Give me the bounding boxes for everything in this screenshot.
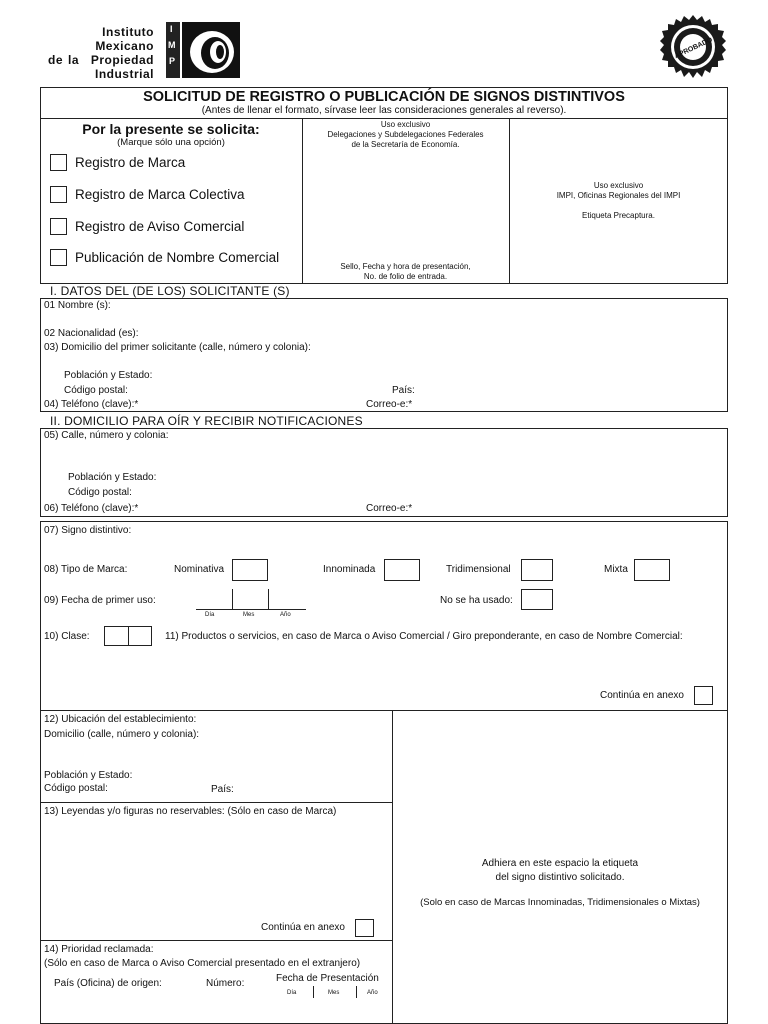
etiqueta-precaptura: Etiqueta Precaptura.	[582, 211, 655, 220]
form-subtitle: (Antes de llenar el formato, sírvase leer las consideraciones generales al reverso).	[201, 105, 567, 116]
domicilio-label: 03) Domicilio del primer solicitante (calle, número y colonia):	[44, 342, 311, 353]
prioridad-dia: Día	[287, 990, 297, 996]
etiqueta-note: (Solo en caso de Marcas Innominadas, Tridimensionales o Mixtas)	[420, 897, 700, 908]
ubicacion-label: 12) Ubicación del establecimiento:	[44, 714, 197, 725]
option-marca-colectiva-label: Registro de Marca Colectiva	[75, 187, 245, 202]
logo-line-3: Propiedad	[90, 53, 154, 67]
fecha-uso-anio: Año	[280, 612, 291, 618]
uso-exclusivo-line-3: de la Secretaría de Economía.	[351, 140, 460, 149]
option-registro-marca-checkbox[interactable]	[50, 154, 67, 171]
calle-label: 05) Calle, número y colonia:	[44, 430, 169, 441]
section-1-box	[40, 298, 728, 412]
sello-line-1: Sello, Fecha y hora de presentación,	[340, 262, 471, 271]
signo-continua-checkbox[interactable]	[694, 686, 713, 705]
ubicacion-pais-label: País:	[211, 784, 234, 795]
etiqueta-line-1: Adhiera en este espacio la etiqueta	[481, 858, 639, 869]
uso-impi-line-2: IMPI, Oficinas Regionales del IMPI	[556, 191, 681, 200]
ubicacion-cp-label: Código postal:	[44, 783, 108, 794]
option-aviso-comercial-checkbox[interactable]	[50, 218, 67, 235]
logo-line-1: Instituto	[102, 25, 154, 39]
request-heading: Por la presente se solicita:	[82, 121, 260, 137]
uso-exclusivo-delegaciones	[302, 120, 509, 150]
cp-label: Código postal:	[64, 385, 128, 396]
option-aviso-comercial-label: Registro de Aviso Comercial	[75, 219, 245, 234]
logo-line-2: Mexicano	[95, 39, 154, 53]
impi-letter-strip	[166, 22, 180, 78]
option-registro-marca-label: Registro de Marca	[75, 155, 186, 170]
prioridad-label: 14) Prioridad reclamada:	[44, 944, 154, 955]
signo-continua-label: Continúa en anexo	[600, 690, 684, 701]
option-nombre-comercial-checkbox[interactable]	[50, 249, 67, 266]
uso-exclusivo-line-2: Delegaciones y Subdelegaciones Federales	[327, 130, 484, 139]
prioridad-fecha-label: Fecha de Presentación	[276, 973, 379, 984]
no-usado-label: No se ha usado:	[440, 595, 513, 606]
clase-label: 10) Clase:	[44, 631, 90, 642]
tipo-innominada-label: Innominada	[323, 564, 376, 575]
impi-letter-p: P	[169, 56, 176, 66]
approval-seal-icon	[660, 14, 726, 80]
correo-label: Correo-e:*	[366, 399, 413, 410]
uso-impi-line-1: Uso exclusivo	[593, 181, 644, 190]
tipo-mixta-label: Mixta	[604, 564, 628, 575]
section-1-heading: I. DATOS DEL (DE LOS) SOLICITANTE (S)	[50, 284, 290, 298]
notif-telefono-label: 06) Teléfono (clave):*	[44, 503, 139, 514]
leyendas-continua-checkbox[interactable]	[355, 919, 374, 937]
pais-label: País:	[392, 385, 415, 396]
leyendas-label: 13) Leyendas y/o figuras no reservables: (Sólo en caso de Marca)	[44, 806, 337, 817]
option-nombre-comercial-label: Publicación de Nombre Comercial	[75, 250, 280, 265]
etiqueta-line-2: del signo distintivo solicitado.	[495, 872, 625, 883]
leyendas-continua-label: Continúa en anexo	[261, 922, 345, 933]
impi-swirl-icon	[182, 22, 240, 78]
notif-correo-label: Correo-e:*	[366, 503, 413, 514]
request-note: (Marque sólo una opción)	[117, 137, 225, 148]
fecha-uso-label: 09) Fecha de primer uso:	[44, 595, 156, 606]
ubicacion-domicilio-label: Domicilio (calle, número y colonia):	[44, 729, 200, 740]
tipo-nominativa-checkbox[interactable]	[232, 559, 268, 581]
logo-prefix-de: de	[48, 53, 64, 67]
prioridad-pais-label: País (Oficina) de origen:	[54, 978, 162, 989]
signo-label: 07) Signo distintivo:	[44, 525, 132, 536]
productos-label: 11) Productos o servicios, en caso de Marca o Aviso Comercial / Giro preponderante, en caso de Nombre Comercial:	[165, 631, 683, 642]
impi-letter-i: I	[170, 24, 173, 34]
tipo-tridimensional-label: Tridimensional	[446, 564, 511, 575]
nacionalidad-label: 02 Nacionalidad (es):	[44, 328, 139, 339]
tipo-nominativa-label: Nominativa	[174, 564, 225, 575]
sello-fecha-hora	[302, 262, 509, 282]
logo-prefix-la: la	[68, 53, 80, 67]
no-usado-checkbox[interactable]	[521, 589, 553, 610]
fecha-uso-dia: Día	[205, 612, 215, 618]
section-2-heading: II. DOMICILIO PARA OÍR Y RECIBIR NOTIFICACIONES	[50, 414, 363, 428]
signo-box	[40, 521, 728, 711]
sello-line-2: No. de folio de entrada.	[363, 272, 448, 281]
telefono-label: 04) Teléfono (clave):*	[44, 399, 139, 410]
uso-exclusivo-impi	[509, 181, 728, 201]
prioridad-anio: Año	[367, 990, 378, 996]
tipo-tridimensional-checkbox[interactable]	[521, 559, 553, 581]
tipo-mixta-checkbox[interactable]	[634, 559, 670, 581]
uso-exclusivo-line-1: Uso exclusivo	[380, 120, 431, 129]
impi-logo-mark	[166, 22, 240, 78]
prioridad-mes: Mes	[328, 990, 340, 996]
poblacion-label: Población y Estado:	[64, 370, 153, 381]
prioridad-numero-label: Número:	[206, 978, 245, 989]
tipo-innominada-checkbox[interactable]	[384, 559, 420, 581]
tipo-marca-label: 08) Tipo de Marca:	[44, 564, 128, 575]
notif-cp-label: Código postal:	[68, 487, 132, 498]
prioridad-note: (Sólo en caso de Marca o Aviso Comercial presentado en el extranjero)	[44, 958, 361, 969]
logo-line-4: Industrial	[94, 67, 154, 81]
notif-poblacion-label: Población y Estado:	[68, 472, 157, 483]
option-marca-colectiva-checkbox[interactable]	[50, 186, 67, 203]
seal-text: APROBADO	[673, 36, 714, 61]
ubicacion-poblacion-label: Población y Estado:	[44, 770, 133, 781]
nombre-label: 01 Nombre (s):	[44, 300, 111, 311]
form-title: SOLICITUD DE REGISTRO O PUBLICACIÓN DE SIGNOS DISTINTIVOS	[143, 89, 625, 105]
fecha-uso-mes: Mes	[243, 612, 255, 618]
impi-letter-m: M	[168, 40, 176, 50]
